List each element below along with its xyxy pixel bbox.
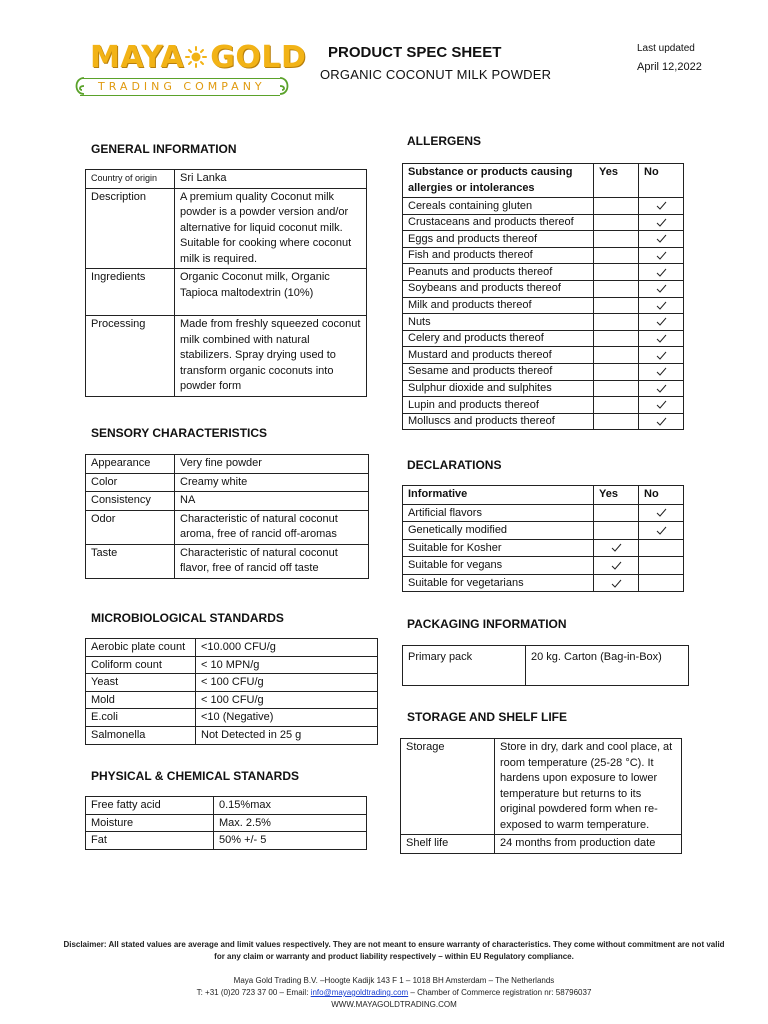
primary-pack-value: 20 kg. Carton (Bag-in-Box) (526, 646, 689, 686)
physical-rows (86, 797, 367, 850)
no-cell (639, 264, 684, 281)
table-row (86, 316, 367, 397)
table-header-row (403, 486, 684, 505)
checkmark-icon (656, 351, 667, 360)
color-label: Color (86, 473, 175, 492)
table-row (403, 280, 684, 297)
col-substance: Substance or products causing allergies or intolerances (403, 164, 594, 198)
table-row (403, 247, 684, 264)
row-label: Crustaceans and products thereof (403, 214, 594, 231)
table-row (403, 413, 684, 430)
row-label: Cereals containing gluten (403, 198, 594, 215)
processing-label: Processing (86, 316, 175, 397)
description-label: Description (86, 188, 175, 269)
no-cell (639, 314, 684, 331)
row-label: Mustard and products thereof (403, 347, 594, 364)
col-no: No (639, 486, 684, 505)
row-label: Salmonella (86, 726, 196, 744)
checkmark-icon (656, 218, 667, 227)
row-label: Sesame and products thereof (403, 363, 594, 380)
col-yes: Yes (594, 164, 639, 198)
row-value: Not Detected in 25 g (196, 726, 378, 744)
table-row (403, 347, 684, 364)
row-label: Nuts (403, 314, 594, 331)
odor-value: Characteristic of natural coconut aroma, free of rancid off-aromas (175, 510, 369, 544)
packaging-heading: PACKAGING INFORMATION (407, 617, 567, 631)
checkmark-icon (611, 579, 622, 588)
color-value: Creamy white (175, 473, 369, 492)
no-cell (639, 522, 684, 540)
checkmark-icon (656, 234, 667, 243)
checkmark-icon (656, 301, 667, 310)
table-row (86, 691, 378, 709)
table-row (403, 363, 684, 380)
general-info-heading: GENERAL INFORMATION (91, 142, 237, 156)
row-label: Celery and products thereof (403, 330, 594, 347)
odor-label: Odor (86, 510, 175, 544)
table-header-row (403, 164, 684, 198)
row-label: Moisture (86, 814, 214, 832)
yes-cell (594, 380, 639, 397)
processing-value: Made from freshly squeezed coconut milk combined with natural stabilizers. Spray drying used to transform organic coconuts into powder form (175, 316, 367, 397)
yes-cell (594, 264, 639, 281)
no-cell (639, 557, 684, 575)
yes-cell (594, 330, 639, 347)
yes-cell (594, 504, 639, 522)
table-row (86, 492, 369, 511)
yes-cell (594, 280, 639, 297)
microbiological-rows (86, 639, 378, 745)
declarations-rows (403, 504, 684, 592)
logo-wordmark (90, 40, 306, 76)
table-row (403, 539, 684, 557)
row-value: <10 (Negative) (196, 709, 378, 727)
appearance-value: Very fine powder (175, 455, 369, 474)
yes-cell (594, 574, 639, 592)
microbiological-heading: MICROBIOLOGICAL STANDARDS (91, 611, 284, 625)
country-value: Sri Lanka (175, 170, 367, 189)
col-informative: Informative (403, 486, 594, 505)
row-label: Mold (86, 691, 196, 709)
last-updated-date: April 12,2022 (637, 61, 702, 73)
row-label: Artificial flavors (403, 504, 594, 522)
row-label: Soybeans and products thereof (403, 280, 594, 297)
yes-cell (594, 539, 639, 557)
table-row (86, 188, 367, 269)
table-row (403, 397, 684, 414)
table-row (403, 522, 684, 540)
footer-contact (60, 987, 728, 999)
primary-pack-label: Primary pack (403, 646, 526, 686)
table-row (403, 557, 684, 575)
ingredients-value: Organic Coconut milk, Organic Tapioca maltodextrin (10%) (175, 269, 367, 316)
storage-table (400, 738, 682, 854)
allergens-heading: ALLERGENS (407, 134, 482, 148)
page-title: PRODUCT SPEC SHEET (328, 44, 502, 61)
yes-cell (594, 231, 639, 248)
footer-coc: – Chamber of Commerce registration nr: 58796037 (410, 988, 592, 997)
country-label: Country of origin (86, 170, 175, 189)
table-row (86, 269, 367, 316)
footer-website[interactable]: WWW.MAYAGOLDTRADING.COM (331, 1000, 457, 1009)
no-cell (639, 413, 684, 430)
yes-cell (594, 413, 639, 430)
table-row (86, 656, 378, 674)
footer-email-link[interactable]: info@mayagoldtrading.com (310, 988, 409, 997)
table-row (86, 814, 367, 832)
footer-address: Maya Gold Trading B.V. –Hoogte Kadijk 143 F 1 – 1018 BH Amsterdam – The Netherlands (233, 976, 555, 985)
row-label: Fat (86, 832, 214, 850)
yes-cell (594, 363, 639, 380)
allergens-table (402, 163, 684, 430)
table-row (86, 832, 367, 850)
no-cell (639, 539, 684, 557)
table-row (86, 674, 378, 692)
checkmark-icon (656, 367, 667, 376)
physical-table (85, 796, 367, 850)
table-row (403, 380, 684, 397)
consistency-value: NA (175, 492, 369, 511)
shelf-life-value: 24 months from production date (495, 835, 682, 854)
storage-value: Store in dry, dark and cool place, at room temperature (25-28 °C). It hardens upon exposure to lower temperature but returns to its original powdered form when re-exposed to warm temperature. (495, 739, 682, 835)
company-logo (74, 40, 307, 102)
table-row (86, 544, 369, 578)
yes-cell (594, 314, 639, 331)
taste-label: Taste (86, 544, 175, 578)
row-value: 50% +/- 5 (214, 832, 367, 850)
row-label: Coliform count (86, 656, 196, 674)
checkmark-icon (656, 400, 667, 409)
row-value: Max. 2.5% (214, 814, 367, 832)
yes-cell (594, 557, 639, 575)
no-cell (639, 347, 684, 364)
row-label: Lupin and products thereof (403, 397, 594, 414)
table-row (86, 455, 369, 474)
declarations-heading: DECLARATIONS (407, 458, 502, 472)
row-label: Free fatty acid (86, 797, 214, 815)
sensory-heading: SENSORY CHARACTERISTICS (91, 426, 268, 440)
table-row (403, 297, 684, 314)
table-row (403, 330, 684, 347)
table-row (86, 709, 378, 727)
row-label: Aerobic plate count (86, 639, 196, 657)
table-row (86, 797, 367, 815)
yes-cell (594, 522, 639, 540)
row-label: Peanuts and products thereof (403, 264, 594, 281)
no-cell (639, 504, 684, 522)
row-value: < 100 CFU/g (196, 691, 378, 709)
no-cell (639, 380, 684, 397)
table-row (403, 314, 684, 331)
row-label: Molluscs and products thereof (403, 413, 594, 430)
checkmark-icon (656, 268, 667, 277)
sensory-table (85, 454, 369, 579)
checkmark-icon (656, 526, 667, 535)
checkmark-icon (611, 561, 622, 570)
allergens-rows (403, 198, 684, 430)
no-cell (639, 330, 684, 347)
no-cell (639, 363, 684, 380)
checkmark-icon (656, 334, 667, 343)
checkmark-icon (656, 284, 667, 293)
table-row (86, 726, 378, 744)
table-row (86, 473, 369, 492)
checkmark-icon (656, 251, 667, 260)
storage-heading: STORAGE AND SHELF LIFE (407, 710, 568, 724)
checkmark-icon (656, 508, 667, 517)
appearance-label: Appearance (86, 455, 175, 474)
row-value: < 10 MPN/g (196, 656, 378, 674)
checkmark-icon (656, 417, 667, 426)
row-label: Suitable for vegans (403, 557, 594, 575)
no-cell (639, 574, 684, 592)
no-cell (639, 397, 684, 414)
table-row (403, 231, 684, 248)
sun-icon (185, 46, 207, 68)
row-label: Suitable for vegetarians (403, 574, 594, 592)
microbiological-table (85, 638, 378, 745)
no-cell (639, 247, 684, 264)
row-value: < 100 CFU/g (196, 674, 378, 692)
row-value: 0.15%max (214, 797, 367, 815)
yes-cell (594, 347, 639, 364)
row-value: <10.000 CFU/g (196, 639, 378, 657)
last-updated-label: Last updated (637, 43, 695, 54)
table-row (403, 646, 689, 686)
storage-label: Storage (401, 739, 495, 835)
disclaimer: Disclaimer: All stated values are average and limit values respectively. They are not meant to ensure warranty of characteristics. They come without commitment are not valid for any claim or warranty and product liability respectively – within EU Regulatory compliance. (63, 940, 725, 961)
no-cell (639, 280, 684, 297)
table-row (401, 739, 682, 835)
row-label: Milk and products thereof (403, 297, 594, 314)
yes-cell (594, 297, 639, 314)
footer (60, 975, 728, 1011)
row-label: Sulphur dioxide and sulphites (403, 380, 594, 397)
logo-word-left: MAYA (90, 40, 185, 75)
table-row (86, 170, 367, 189)
row-label: Eggs and products thereof (403, 231, 594, 248)
footer-phone: T: +31 (0)20 723 37 00 – Email: (196, 988, 309, 997)
table-row (403, 504, 684, 522)
table-row (403, 264, 684, 281)
yes-cell (594, 198, 639, 215)
product-name: ORGANIC COCONUT MILK POWDER (320, 67, 552, 82)
table-row (403, 214, 684, 231)
ingredients-label: Ingredients (86, 269, 175, 316)
row-label: E.coli (86, 709, 196, 727)
row-label: Genetically modified (403, 522, 594, 540)
logo-tagline: TRADING COMPANY (98, 80, 266, 93)
row-label: Suitable for Kosher (403, 539, 594, 557)
table-row (401, 835, 682, 854)
no-cell (639, 214, 684, 231)
checkmark-icon (656, 317, 667, 326)
shelf-life-label: Shelf life (401, 835, 495, 854)
taste-value: Characteristic of natural coconut flavor, free of rancid off taste (175, 544, 369, 578)
table-row (403, 198, 684, 215)
no-cell (639, 198, 684, 215)
table-row (86, 510, 369, 544)
logo-word-right: GOLD (210, 40, 307, 75)
checkmark-icon (656, 384, 667, 393)
packaging-table (402, 645, 689, 686)
yes-cell (594, 397, 639, 414)
row-label: Yeast (86, 674, 196, 692)
description-value: A premium quality Coconut milk powder is a powder version and/or alternative for liquid coconut milk. Suitable for cooking where coconut milk is required. (175, 188, 367, 269)
table-row (86, 639, 378, 657)
no-cell (639, 231, 684, 248)
yes-cell (594, 247, 639, 264)
col-no: No (639, 164, 684, 198)
general-info-table (85, 169, 367, 397)
table-row (403, 574, 684, 592)
row-label: Fish and products thereof (403, 247, 594, 264)
col-yes: Yes (594, 486, 639, 505)
physical-heading: PHYSICAL & CHEMICAL STANARDS (91, 769, 300, 783)
logo-swirl-right-icon (278, 74, 292, 98)
consistency-label: Consistency (86, 492, 175, 511)
checkmark-icon (656, 201, 667, 210)
declarations-table (402, 485, 684, 592)
yes-cell (594, 214, 639, 231)
no-cell (639, 297, 684, 314)
checkmark-icon (611, 543, 622, 552)
